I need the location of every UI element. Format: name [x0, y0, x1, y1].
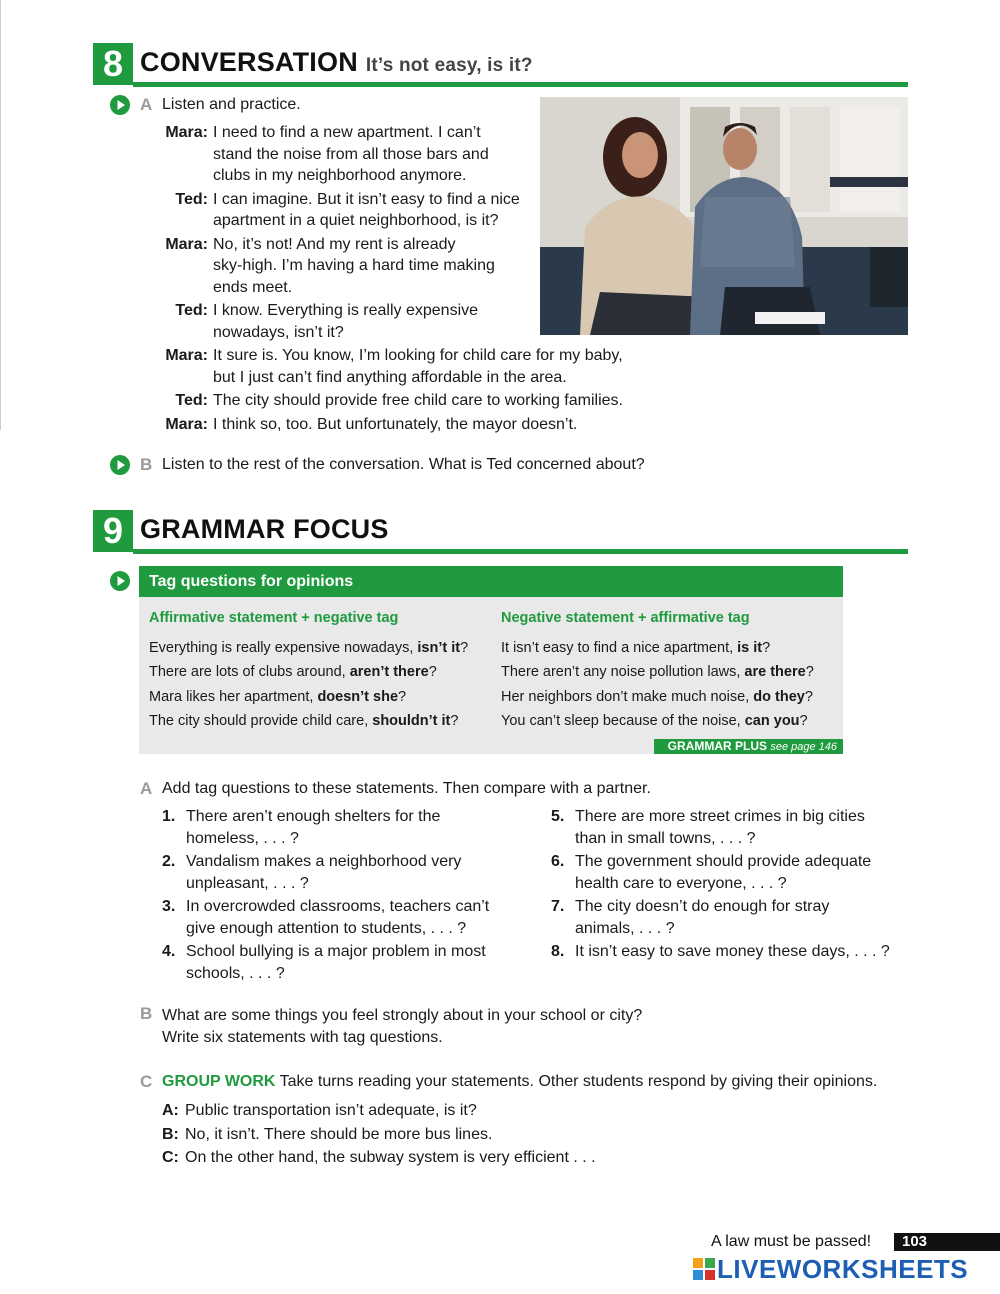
item-line: School bullying is a major problem in most	[186, 943, 486, 960]
exercise-item	[162, 896, 542, 939]
conversation-photo	[540, 97, 908, 335]
statement-text: You can’t sleep because of the noise,	[501, 713, 745, 729]
example-line	[162, 1124, 862, 1146]
tag-question: are there	[744, 664, 806, 680]
section-rule	[133, 549, 908, 554]
dialogue-line: clubs in my neighborhood anymore.	[213, 167, 467, 184]
exercise-item	[551, 941, 911, 963]
grammar-column-affirmative	[149, 606, 468, 734]
dialogue-line: I think so, too. But unfortunately, the mayor doesn’t.	[213, 415, 578, 433]
tag-question: aren’t there	[349, 664, 429, 680]
section-number: 8	[93, 43, 133, 85]
section-8-header	[93, 43, 908, 87]
grammar-column-header: Negative statement + affirmative tag	[501, 610, 750, 626]
play-audio-icon[interactable]	[110, 455, 130, 475]
group-work-label: GROUP WORK	[162, 1073, 276, 1090]
dialogue-turn	[160, 390, 623, 412]
item-line: schools, . . . ?	[186, 964, 285, 982]
exercise-item	[162, 851, 542, 894]
item-line: There are more street crimes in big cities	[575, 808, 865, 825]
liveworksheets-icon	[693, 1258, 715, 1280]
dialogue-turn	[160, 414, 623, 436]
dialogue-line: The city should provide free child care to working families.	[213, 392, 623, 409]
page-edge	[0, 0, 1, 430]
exercise-instruction: Listen and practice.	[162, 96, 301, 113]
dialogue-line: I can imagine. But it isn’t easy to find a nice	[213, 190, 520, 208]
speaker-label: Ted:	[175, 302, 208, 319]
grammar-box	[139, 566, 843, 754]
exercise-instruction	[162, 1005, 642, 1048]
item-number: 5.	[551, 808, 565, 825]
exercise-instruction: Add tag questions to these statements. Then compare with a partner.	[162, 780, 651, 797]
item-line: than in small towns, . . . ?	[575, 829, 756, 847]
speaker-label: Ted:	[175, 392, 208, 409]
exercise-letter: C	[140, 1072, 153, 1091]
section-title-text: CONVERSATION	[140, 47, 358, 77]
exercise-item	[551, 851, 911, 894]
speaker-label: Mara:	[165, 124, 208, 141]
grammar-example	[149, 709, 468, 734]
grammar-plus-ref: see page 146	[770, 741, 837, 753]
example-text: Public transportation isn’t adequate, is it?	[185, 1102, 477, 1119]
section-title: GRAMMAR FOCUS	[140, 514, 389, 544]
item-line: The city doesn’t do enough for stray	[575, 898, 830, 915]
item-number: 4.	[162, 943, 176, 960]
dialogue-line: No, it’s not! And my rent is already	[213, 235, 456, 253]
exercise-letter: B	[140, 455, 153, 474]
item-number: 3.	[162, 898, 176, 915]
statement-text: The city should provide child care,	[149, 713, 373, 729]
dialogue-line: ends meet.	[213, 278, 293, 296]
item-line: homeless, . . . ?	[186, 829, 299, 847]
example-line	[162, 1147, 862, 1169]
grammar-example	[149, 636, 468, 661]
exercise-item	[551, 896, 911, 939]
speaker-label: C:	[162, 1149, 179, 1166]
statement-text: Mara likes her apartment,	[149, 688, 318, 705]
grammar-example	[501, 685, 814, 710]
dialogue-line: nowadays, isn’t it?	[213, 323, 344, 341]
liveworksheets-text: LIVEWORKSHEETS	[717, 1254, 969, 1284]
question-mark: ?	[450, 713, 459, 729]
speaker-label: Mara:	[165, 347, 208, 364]
question-mark: ?	[398, 688, 407, 705]
item-line: There aren’t enough shelters for the	[186, 808, 441, 825]
grammar-plus-link[interactable]	[654, 739, 843, 754]
dialogue-line: stand the noise from all those bars and	[213, 145, 489, 163]
item-number: 1.	[162, 808, 176, 825]
item-line: In overcrowded classrooms, teachers can’t	[186, 898, 490, 915]
instruction-line: Write six statements with tag questions.	[162, 1028, 443, 1046]
statement-text: Her neighbors don’t make much noise,	[501, 688, 754, 705]
play-audio-icon[interactable]	[110, 571, 130, 591]
speaker-label: Mara:	[165, 415, 208, 433]
question-mark: ?	[428, 664, 437, 680]
exercise-item	[162, 941, 542, 984]
exercise-instruction	[162, 1073, 877, 1091]
speaker-label: Ted:	[175, 190, 208, 208]
section-rule	[133, 82, 908, 87]
grammar-example	[501, 709, 814, 734]
grammar-example	[149, 685, 468, 710]
exercise-items-left	[162, 806, 542, 986]
dialogue-line: I know. Everything is really expensive	[213, 302, 479, 319]
tag-question: isn’t it	[417, 639, 461, 656]
dialogue-line: sky-high. I’m having a hard time making	[213, 257, 495, 274]
section-subtitle: It’s not easy, is it?	[365, 55, 533, 76]
statement-text: It isn’t easy to find a nice apartment,	[501, 639, 738, 656]
unit-title: A law must be passed!	[711, 1233, 872, 1250]
item-line: give enough attention to students, . . . ?	[186, 919, 467, 937]
item-line: health care to everyone, . . . ?	[575, 874, 787, 892]
speaker-label: Mara:	[165, 235, 208, 253]
grammar-example	[501, 636, 814, 661]
speaker-label: A:	[162, 1102, 179, 1119]
page-number: 103	[894, 1233, 1000, 1251]
dialogue-line: It sure is. You know, I’m looking for child care for my baby,	[213, 347, 623, 364]
tag-question: do they	[753, 688, 805, 705]
exercise-letter: B	[140, 1004, 153, 1023]
speaker-label: B:	[162, 1125, 179, 1143]
question-mark: ?	[460, 639, 469, 656]
exercise-item	[162, 806, 542, 849]
grammar-box-title: Tag questions for opinions	[139, 566, 843, 597]
example-dialogue	[162, 1100, 862, 1171]
item-line: unpleasant, . . . ?	[186, 874, 309, 892]
item-number: 2.	[162, 853, 176, 870]
statement-text: Everything is really expensive nowadays,	[149, 639, 418, 656]
item-line: The government should provide adequate	[575, 853, 872, 870]
dialogue-line: but I just can’t find anything affordable in the area.	[213, 368, 567, 386]
statement-text: There aren’t any noise pollution laws,	[501, 664, 745, 680]
exercise-items-right	[551, 806, 911, 965]
tag-question: can you	[744, 713, 800, 729]
question-mark: ?	[804, 688, 813, 705]
item-line: animals, . . . ?	[575, 919, 675, 937]
item-number: 8.	[551, 943, 565, 960]
item-number: 6.	[551, 853, 565, 870]
grammar-column-negative	[501, 606, 814, 734]
grammar-plus-label: GRAMMAR PLUS	[667, 739, 767, 753]
dialogue-turn	[160, 345, 623, 388]
item-line: Vandalism makes a neighborhood very	[186, 853, 462, 870]
question-mark: ?	[762, 639, 771, 656]
section-number: 9	[93, 510, 133, 552]
example-line	[162, 1100, 862, 1122]
tag-question: shouldn’t it	[372, 713, 451, 729]
exercise-letter: A	[140, 779, 153, 798]
item-number: 7.	[551, 898, 565, 915]
example-text: No, it isn’t. There should be more bus lines.	[185, 1125, 493, 1143]
example-text: On the other hand, the subway system is very efficient . . .	[185, 1149, 596, 1166]
play-audio-icon[interactable]	[110, 95, 130, 115]
statement-text: There are lots of clubs around,	[149, 664, 350, 680]
exercise-letter: A	[140, 95, 153, 114]
grammar-column-header: Affirmative statement + negative tag	[149, 610, 399, 626]
exercise-instruction: Listen to the rest of the conversation. What is Ted concerned about?	[162, 456, 645, 473]
section-9-header	[93, 510, 908, 554]
grammar-example	[149, 660, 468, 685]
question-mark: ?	[799, 713, 808, 729]
grammar-example	[501, 660, 814, 685]
instruction-text: Take turns reading your statements. Other students respond by giving their opinions.	[279, 1073, 878, 1090]
dialogue-line: apartment in a quiet neighborhood, is it?	[213, 212, 499, 229]
item-line: It isn’t easy to save money these days, . . . ?	[575, 943, 890, 960]
instruction-line: What are some things you feel strongly about in your school or city?	[162, 1007, 643, 1024]
dialogue-line: I need to find a new apartment. I can’t	[213, 124, 481, 141]
tag-question: is it	[737, 639, 763, 656]
section-title	[140, 47, 533, 78]
tag-question: doesn’t she	[317, 688, 399, 705]
question-mark: ?	[805, 664, 814, 680]
exercise-item	[551, 806, 911, 849]
